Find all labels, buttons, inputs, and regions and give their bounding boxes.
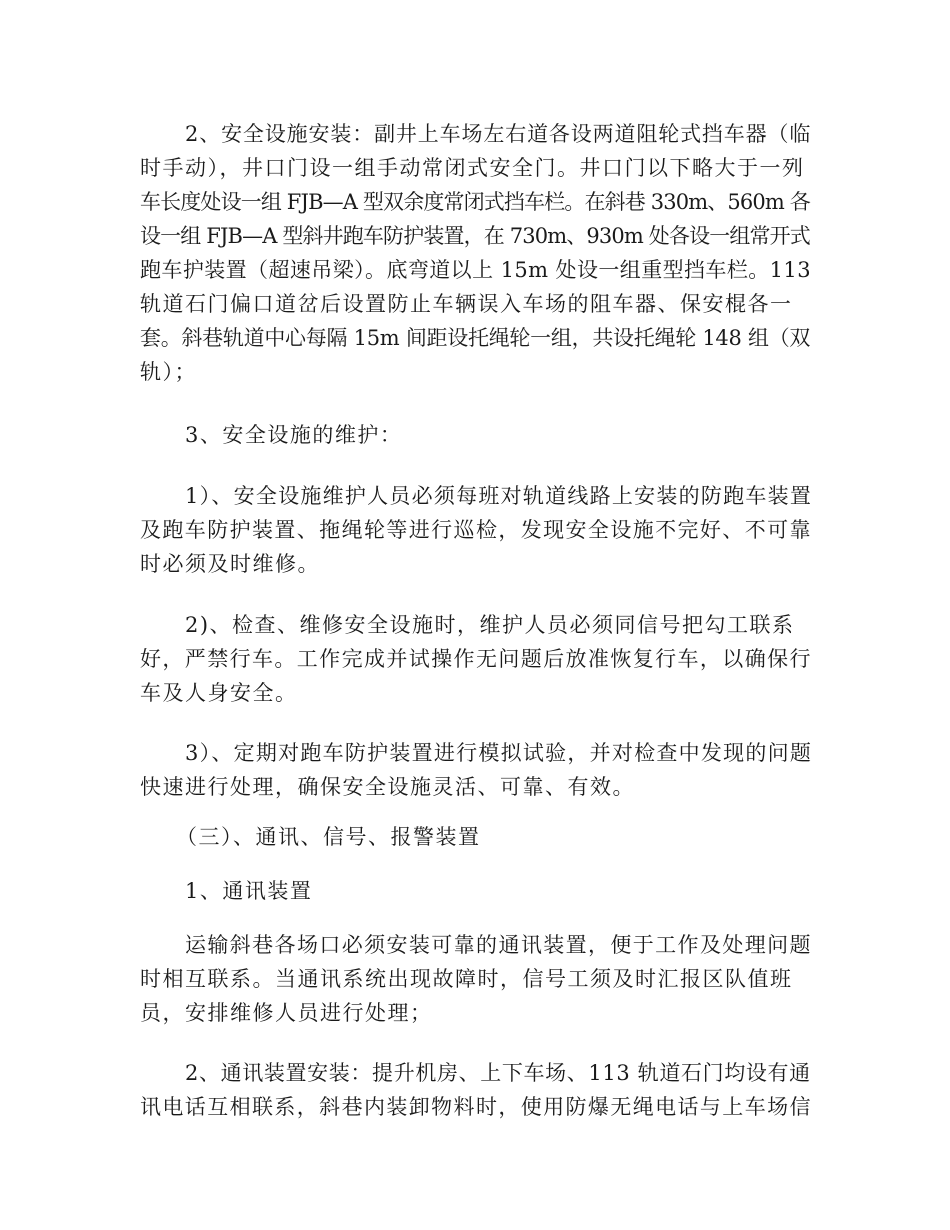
text-line: 时相互联系。当通讯系统出现故障时，信号工须及时汇报区队值班 — [140, 967, 793, 991]
text-line: 及跑车防护装置、拖绳轮等进行巡检，发现安全设施不完好、不可靠 — [140, 518, 812, 542]
text-line: 2、安全设施安装：副井上车场左右道各设两道阻轮式挡车器（临 — [185, 122, 812, 146]
text-line: 1）、安全设施维护人员必须每班对轨道线路上安装的防跑车装置 — [185, 484, 813, 508]
text-line: 讯电话互相联系，斜巷内装卸物料时，使用防爆无绳电话与上车场信 — [140, 1095, 812, 1119]
text-line: 员，安排维修人员进行处理； — [140, 1001, 433, 1025]
text-line: 时必须及时维修。 — [140, 552, 320, 576]
text-line: 2)、检查、维修安全设施时，维护人员必须同信号把勾工联系 — [185, 613, 795, 637]
text-line: 好，严禁行车。工作完成并试操作无问题后放准恢复行车，以确保行 — [140, 647, 812, 671]
section-heading: 1、通讯装置 — [185, 879, 313, 903]
text-line: 轨）； — [140, 360, 197, 384]
text-line: 3）、定期对跑车防护装置进行模拟试验，并对检查中发现的问题 — [185, 741, 813, 765]
text-line: 快速进行处理，确保安全设施灵活、可靠、有效。 — [140, 775, 635, 799]
text-line: 运输斜巷各场口必须安装可靠的通讯装置，便于工作及处理问题 — [185, 933, 812, 957]
text-line: 设一组 FJB—A 型斜井跑车防护装置，在 730m、930m 处各设一组常开式 — [140, 224, 810, 248]
text-line: 2、通讯装置安装：提升机房、上下车场、113 轨道石门均设有通 — [185, 1061, 811, 1085]
text-line: 时手动），井口门设一组手动常闭式安全门。井口门以下略大于一列 — [140, 156, 805, 180]
text-line: 套。斜巷轨道中心每隔 15m 间距设托绳轮一组，共设托绳轮 148 组（双 — [140, 326, 811, 350]
text-line: 车及人身安全。 — [140, 681, 298, 705]
text-line: 车长度处设一组 FJB—A 型双余度常闭式挡车栏。在斜巷 330m、560m 各 — [140, 190, 810, 214]
text-line: 轨道石门偏口道岔后设置防止车辆误入车场的阻车器、保安棍各一 — [140, 292, 793, 316]
section-heading: 3、安全设施的维护： — [185, 423, 403, 447]
text-line: 跑车护装置（超速吊梁）。底弯道以上 15m 处设一组重型挡车栏。113 — [140, 258, 811, 282]
section-heading: （三）、通讯、信号、报警装置 — [176, 825, 481, 849]
